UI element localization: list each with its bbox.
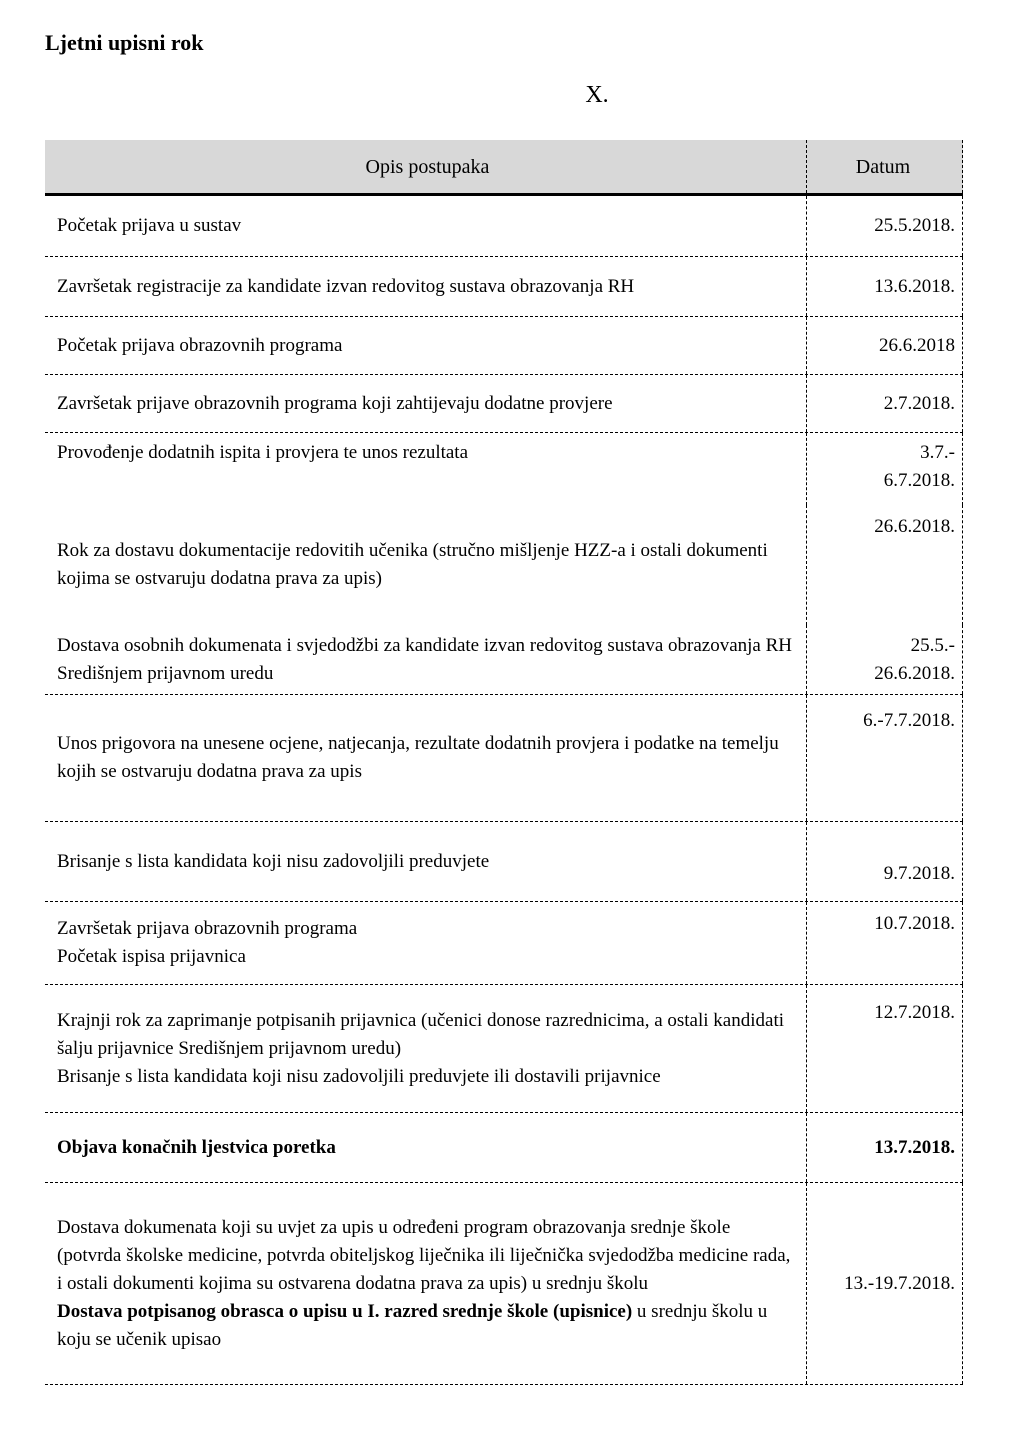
- date-cell: [807, 1113, 963, 1182]
- procedure-description-cell: [45, 902, 807, 984]
- procedure-text-bold: Dostava potpisanog obrasca o upisu u I. razred srednje škole (upisnice): [57, 1300, 633, 1322]
- procedure-description-cell: [45, 375, 807, 432]
- section-heading: X.: [585, 82, 609, 108]
- procedure-description-cell: [45, 1113, 807, 1182]
- date-text: 13.7.2018.: [874, 1136, 955, 1158]
- procedure-text: Brisanje s lista kandidata koji nisu zadovoljili preduvjete: [57, 850, 490, 872]
- date-text: 13.-19.7.2018.: [844, 1272, 955, 1294]
- date-text: 2.7.2018.: [883, 392, 955, 414]
- date-text: 26.6.2018.: [874, 662, 955, 684]
- date-cell: [807, 375, 963, 432]
- procedure-description-cell: [45, 985, 807, 1112]
- date-text: 6.7.2018.: [883, 470, 955, 491]
- date-text: 3.7.-: [920, 442, 955, 463]
- date-text: 25.5.2018.: [874, 215, 955, 236]
- table-row: [45, 317, 963, 375]
- procedure-text: Krajnji rok za zaprimanje potpisanih prijavnica (učenici donose razrednicima, a ostali kandidati šalju prijavnice Središnjem prijavnom uredu): [57, 1009, 785, 1059]
- procedure-text: [57, 1298, 798, 1354]
- procedure-description-cell: [45, 317, 807, 374]
- procedure-text: Završetak registracije za kandidate izvan redovitog sustava obrazovanja RH: [57, 275, 635, 297]
- procedure-text: Završetak prijava obrazovnih programa: [57, 918, 358, 939]
- date-text: 26.6.2018: [879, 334, 955, 356]
- procedure-description-cell: [45, 1183, 807, 1384]
- procedure-description-cell: [45, 257, 807, 316]
- procedure-text: Početak ispisa prijavnica: [57, 946, 246, 967]
- table-row: [45, 1113, 963, 1183]
- date-text: 25.5.-: [910, 634, 955, 656]
- procedure-text: Dostava dokumenata koji su uvjet za upis u određeni program obrazovanja srednje škole (potvrda školske medicine, potvrda obiteljskog liječnika ili liječnička svjedodžba medicine rada, i ostali dokumenti kojima su ostvarena dodatna prava za upis) u srednju školu: [57, 1216, 791, 1294]
- table-header-row: [45, 140, 963, 196]
- procedure-text: u srednju školu u koju se učenik upisao: [57, 1300, 768, 1350]
- date-cell: [807, 505, 963, 625]
- date-text: 9.7.2018.: [883, 862, 955, 884]
- table-row: [45, 505, 963, 625]
- procedure-text: Završetak prijave obrazovnih programa koji zahtijevaju dodatne provjere: [57, 392, 613, 414]
- procedure-text: Provođenje dodatnih ispita i provjera te unos rezultata: [57, 442, 469, 463]
- date-text: 10.7.2018.: [874, 913, 955, 934]
- date-cell: [807, 695, 963, 821]
- procedure-text: Početak prijava u sustav: [57, 215, 242, 236]
- table-row: [45, 822, 963, 902]
- procedure-description-cell: [45, 695, 807, 821]
- table-row: [45, 985, 963, 1113]
- schedule-table: [45, 140, 963, 1385]
- date-text: 13.6.2018.: [874, 275, 955, 297]
- procedure-description-cell: [45, 822, 807, 901]
- table-row: [45, 1183, 963, 1385]
- procedure-description-cell: [45, 505, 807, 625]
- procedure-description-cell: [45, 433, 807, 505]
- date-cell: [807, 985, 963, 1112]
- procedure-text: Rok za dostavu dokumentacije redovitih učenika (stručno mišljenje HZZ-a i ostali dokumenti kojima se ostvaruju dodatna prava za upis): [57, 540, 768, 589]
- procedure-text: Unos prigovora na unesene ocjene, natjecanja, rezultate dodatnih provjera i podatke na temelju kojih se ostvaruju dodatna prava za upis: [57, 733, 779, 782]
- procedure-text: Početak prijava obrazovnih programa: [57, 334, 343, 356]
- date-cell: [807, 257, 963, 316]
- date-cell: [807, 196, 963, 256]
- date-text: 26.6.2018.: [874, 516, 955, 537]
- table-row: [45, 433, 963, 505]
- date-cell: [807, 433, 963, 505]
- date-cell: [807, 625, 963, 694]
- procedure-description-cell: [45, 196, 807, 256]
- table-row: [45, 257, 963, 317]
- date-cell: [807, 317, 963, 374]
- date-text: 6.-7.7.2018.: [863, 710, 955, 731]
- date-cell: [807, 902, 963, 984]
- table-row: [45, 695, 963, 822]
- procedure-text: Objava konačnih ljestvica poretka: [57, 1136, 336, 1158]
- table-row: [45, 902, 963, 985]
- table-row: [45, 625, 963, 695]
- procedure-text: Brisanje s lista kandidata koji nisu zadovoljili preduvjete ili dostavili prijavnice: [57, 1065, 661, 1087]
- date-cell: [807, 822, 963, 901]
- table-row: [45, 196, 963, 257]
- date-cell: [807, 1183, 963, 1384]
- date-text: 12.7.2018.: [874, 1002, 955, 1023]
- procedure-description-cell: [45, 625, 807, 694]
- procedure-text: Dostava osobnih dokumenata i svjedodžbi za kandidate izvan redovitog sustava obrazovanja RH Središnjem prijavnom uredu: [57, 634, 797, 684]
- document-title: Ljetni upisni rok: [45, 30, 204, 55]
- header-cell-datum: Datum: [807, 140, 963, 193]
- table-row: [45, 375, 963, 433]
- header-cell-opis-postupaka: Opis postupaka: [45, 140, 807, 193]
